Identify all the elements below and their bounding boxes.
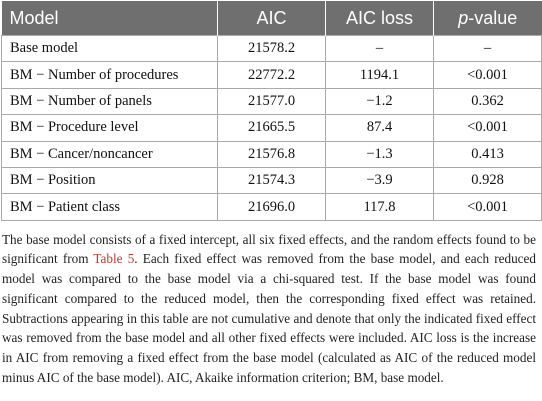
cell-model: BM − Cancer/noncancer: [2, 141, 218, 167]
cell-model: BM − Number of panels: [2, 88, 218, 114]
cell-aic-loss: 1194.1: [326, 62, 434, 88]
header-p-italic: p: [458, 7, 469, 28]
header-model: Model: [2, 1, 218, 36]
cell-aic-loss: −1.2: [326, 88, 434, 114]
header-p-value: [434, 1, 542, 36]
cell-aic-loss: 117.8: [326, 194, 434, 220]
cell-p-value: 0.413: [434, 141, 542, 167]
cell-aic: 21577.0: [218, 88, 326, 114]
cell-model: BM − Procedure level: [2, 115, 218, 141]
cell-aic: 21665.5: [218, 115, 326, 141]
results-table: [1, 1, 542, 221]
cell-aic: 21578.2: [218, 36, 326, 62]
table-row: [2, 115, 542, 141]
cell-model: BM − Number of procedures: [2, 62, 218, 88]
footnote-text-end: . Each fixed effect was removed from the base model, and each reduced model was compared to the base model via a chi-squared test. If the base model was found significant compared to the reduced model, then the corresponding fixed effect was retained. Subtractions appearing in this table are not cumulative and denote that only the indicated fixed effect was removed from the base model and all other fixed effects were included. AIC loss is the increase in AIC from removing a fixed effect from the base model (calculated as AIC of the reduced model minus AIC of the base model). AIC, Akaike information criterion; BM, base model.: [2, 251, 536, 385]
cell-p-value: <0.001: [434, 115, 542, 141]
table-5-link[interactable]: Table 5: [93, 251, 135, 267]
cell-aic: 22772.2: [218, 62, 326, 88]
cell-aic: 21574.3: [218, 167, 326, 193]
header-aic: AIC: [218, 1, 326, 36]
header-row: [2, 1, 542, 36]
header-p-suffix: -value: [468, 7, 518, 28]
cell-p-value: 0.362: [434, 88, 542, 114]
cell-aic: 21576.8: [218, 141, 326, 167]
cell-p-value: <0.001: [434, 194, 542, 220]
table-row: [2, 62, 542, 88]
cell-model: BM − Position: [2, 167, 218, 193]
cell-aic-loss: 87.4: [326, 115, 434, 141]
cell-p-value: –: [434, 36, 542, 62]
table-row: [2, 141, 542, 167]
cell-model: BM − Patient class: [2, 194, 218, 220]
cell-p-value: 0.928: [434, 167, 542, 193]
cell-aic-loss: −3.9: [326, 167, 434, 193]
footnote-text-start: The base model consists of a fixed intercept, all six fixed effects, and the random effects found to be significant from: [2, 231, 536, 267]
header-aic-loss: AIC loss: [326, 1, 434, 36]
table-header: [2, 1, 542, 36]
table-row: [2, 167, 542, 193]
table-footnote: [2, 230, 536, 388]
cell-aic-loss: –: [326, 36, 434, 62]
table-row: [2, 36, 542, 62]
cell-model: Base model: [2, 36, 218, 62]
cell-aic-loss: −1.3: [326, 141, 434, 167]
table-body: [2, 36, 542, 221]
table-row: [2, 194, 542, 220]
table-row: [2, 88, 542, 114]
cell-p-value: <0.001: [434, 62, 542, 88]
cell-aic: 21696.0: [218, 194, 326, 220]
